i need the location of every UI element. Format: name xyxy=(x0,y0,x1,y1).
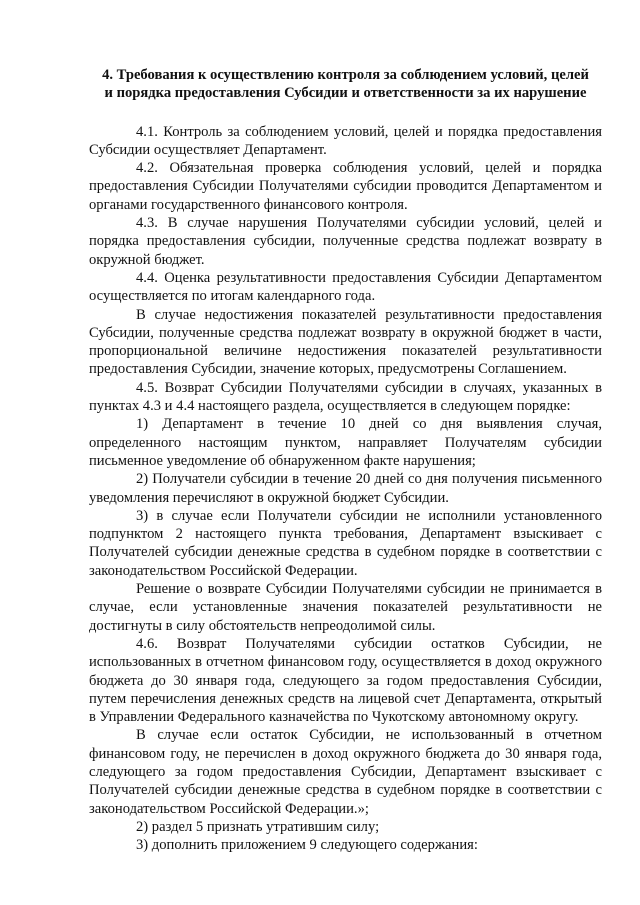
paragraph-4-5-item-1: 1) Департамент в течение 10 дней со дня выявления случая, определенного настоящим пунктом, направляет Получателям субсидии письменное уведомление об обнаруженном факте нарушения; xyxy=(89,416,602,469)
paragraph-4-5: 4.5. Возврат Субсидии Получателями субсидии в случаях, указанных в пунктах 4.3 и 4.4 настоящего раздела, осуществляется в следующем порядке: xyxy=(89,379,602,415)
paragraph-4-5-decision: Решение о возврате Субсидии Получателями субсидии не принимается в случае, если установленные значения показателей результативности не достигнуты в силу обстоятельств непреодолимой силы. xyxy=(89,581,602,634)
paragraph-4-1: 4.1. Контроль за соблюдением условий, целей и порядка предоставления Субсидии осуществляет Департамент. xyxy=(89,123,602,158)
paragraph-4-6: 4.6. Возврат Получателями субсидии остатков Субсидии, не использованных в отчетном финансовом году, осуществляется в доход окружного бюджета до 30 января года, следующего за годом предоставления Субсидии, путем перечисления денежных средств на лицевой счет Департамента, открытый в Управлении Федерального казначейства по Чукотскому автономному округу. xyxy=(89,635,602,726)
paragraph-4-6-continued: В случае если остаток Субсидии, не использованный в отчетном финансовом году, не перечислен в доход окружного бюджета до 30 января года, следующего за годом предоставления Субсидии, Департамент взыскивает с Получателей субсидии денежные средства в судебном порядке в соответствии с законодательством Российской Федерации.»; xyxy=(89,727,602,817)
paragraph-4-3: 4.3. В случае нарушения Получателями субсидии условий, целей и порядка предоставления субсидии, полученные средства подлежат возврату в окружной бюджет. xyxy=(89,215,602,268)
section-heading xyxy=(89,66,602,103)
section-heading-line-2: и порядка предоставления Субсидии и ответственности за их нарушение xyxy=(104,85,587,102)
paragraph-4-5-item-2: 2) Получатели субсидии в течение 20 дней со дня получения письменного уведомления перечисляют в окружной бюджет Субсидии. xyxy=(89,471,602,506)
section-heading-line-1: 4. Требования к осуществлению контроля за соблюдением условий, целей xyxy=(102,67,589,83)
amendment-item-3: 3) дополнить приложением 9 следующего содержания: xyxy=(136,837,478,854)
paragraph-4-4: 4.4. Оценка результативности предоставления Субсидии Департаментом осуществляется по итогам календарного года. xyxy=(89,269,602,305)
paragraph-4-5-item-3: 3) в случае если Получатели субсидии не исполнили установленного подпунктом 2 настоящего пункта требования, Департамент взыскивает с Получателей субсидии денежные средства в судебном порядке в соответствии с законодательством Российской Федерации. xyxy=(89,507,602,579)
amendment-item-2: 2) раздел 5 признать утратившим силу; xyxy=(136,818,380,835)
document-page xyxy=(89,66,602,854)
paragraph-4-2: 4.2. Обязательная проверка соблюдения условий, целей и порядка предоставления Субсидии Получателями субсидии проводится Департаментом и органами государственного финансового контроля. xyxy=(89,160,602,213)
paragraph-4-4-continued: В случае недостижения показателей результативности предоставления Субсидии, полученные средства подлежат возврату в окружной бюджет в части, пропорциональной величине недостижения показателей результативности предоставления Субсидии, значение которых, предусмотрены Соглашением. xyxy=(89,306,602,378)
